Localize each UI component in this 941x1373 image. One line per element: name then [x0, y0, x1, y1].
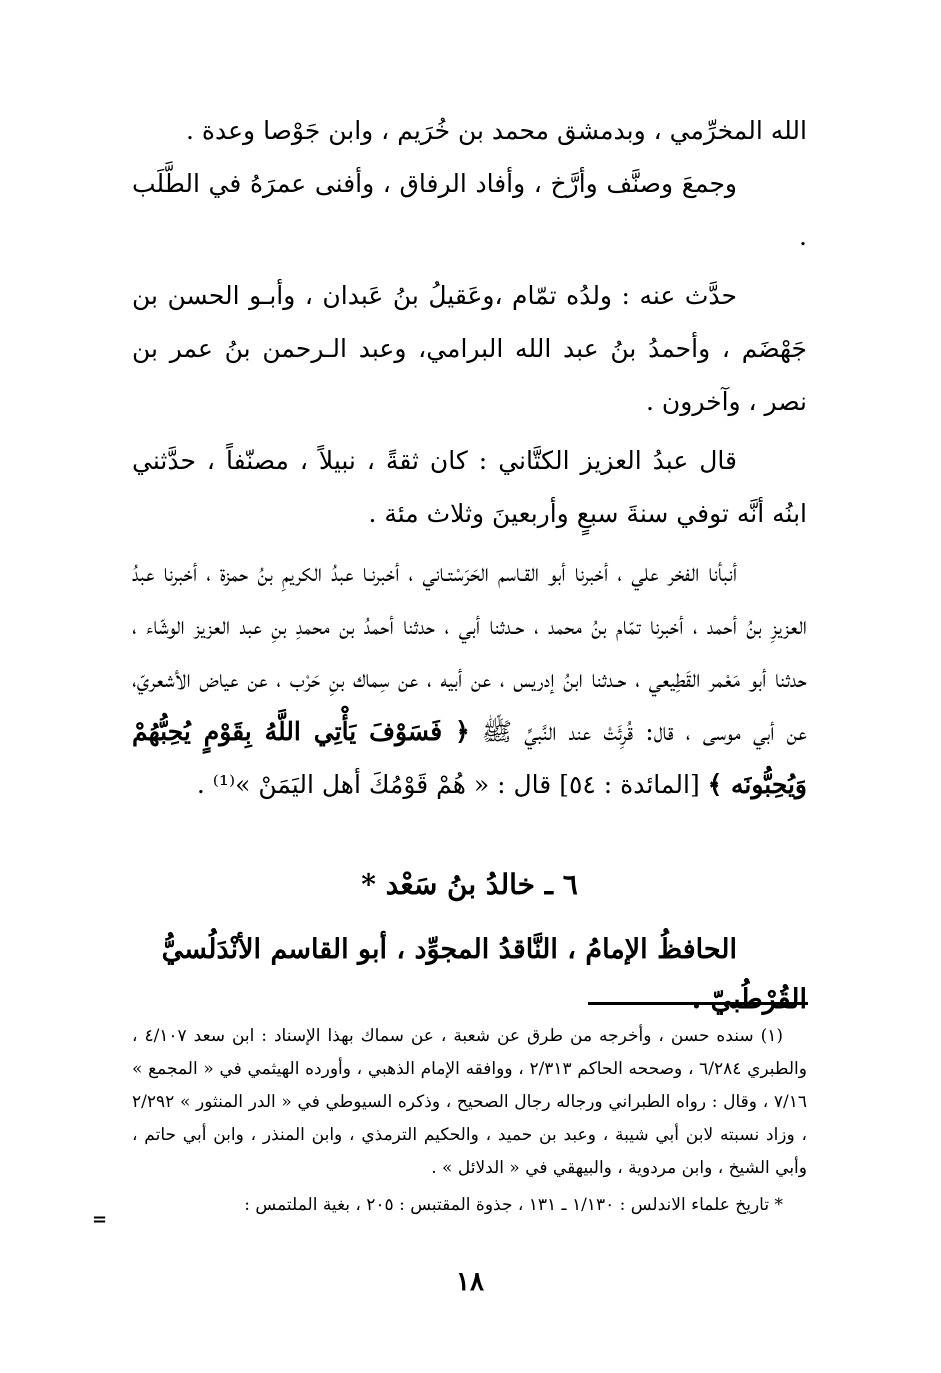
main-text: [132, 104, 807, 811]
footnote-sources: * تاريخ علماء الاندلس : ١/١٣٠ ـ ١٣١ ، جذوة المقتبس : ٢٠٥ ، بغية الملتمس :: [244, 1195, 783, 1215]
continuation-mark: =: [92, 1209, 108, 1230]
paragraph-works: وجمعَ وصنَّف وأرَّخ ، وأفاد الرفاق ، وأفنى عمرَهُ في الطَّلَب .: [132, 169, 807, 251]
quran-verse: ﴿ فَسَوْفَ يَأْتِي اللَّهُ بِقَوْمٍ يُحِبُّهُمْ وَيُحِبُّونَه ﴾: [132, 717, 807, 799]
footnote-1: (١) سنده حسن ، وأخرجه من طرق عن شعبة ، عن سماك بهذا الإسناد : ابن سعد ٤/١٠٧ ، والطبري ٦/٢٨٤ ، وصححه الحاكم ٢/٣١٣ ، ووافقه الإمام الذهبي ، وأورده الهيثمي في « المجمع » ٧/١٦ ، وقال : رواه الطبراني ورجاله رجال الصحيح ، وذكره السيوطي في « الدر المنثور » ٢/٢٩٢ ، وزاد نسبته لابن أبي شيبة ، وعبد بن حميد ، والحكيم الترمذي ، وابن المنذر ، وابن أبي حاتم ، وأبي الشيخ ، وابن مردوية ، والبيهقي في « الدلائل » .: [132, 1026, 807, 1178]
hadith-reference: [المائدة : ٥٤] قال : « هُمْ قَوْمُكَ أهل اليَمَنْ »⁽¹⁾ .: [196, 770, 708, 799]
page-number: ١٨: [456, 1267, 484, 1297]
paragraph-death: قال عبدُ العزيز الكتَّاني : كان ثقةً ، نبيلاً ، مصنّفاً ، حدَّثني ابنُه أنَّه توفي سنةَ سبعٍ وأربعينَ وثلاث مئة .: [132, 446, 807, 528]
footnote-divider: [588, 1002, 808, 1005]
entry-heading: ٦ ـ خالدُ بنُ سَعْد *: [361, 868, 578, 901]
footnotes: [132, 1020, 807, 1222]
hadith-chain: أنبأنا الفخر علي ، أخبرنا أبو القـاسم الحَرَسْتـاني ، أخبرنـا عبدُ الكريمِ بنُ حمزة ، أخبرنا عبدُ العزيزِ بنُ أحمد ، أخبرنا تمّام بنُ محمد ، حـدثنا أبي ، حدثنا أحمدُ بن محمدِ بنِ عبد العزيز الوشّاء ، حدثنا أبو مَعْمر القَطِيعي ، حـدثنا ابنُ إدريس ، عن أبيه ، عن سِماك بنِ حَرْب ، عن عياض الأشعريّ، عن أبي موسى ، قال: قُرِئَتْ عند النَّبيِّ ﷺ: [132, 558, 807, 746]
paragraph-teachers-end: الله المخرِّمي ، وبدمشق محمد بن خُرَيم ، وابن جَوْصا وعدة .: [186, 116, 807, 145]
paragraph-hadith: [132, 546, 807, 811]
entry-subheading: الحافظُ الإمامُ ، النَّاقدُ المجوِّد ، أبو القاسم الأنْدَلُسيُّ القُرْطُبيّ .: [161, 934, 807, 1015]
paragraph-students: حدَّث عنه : ولدُه تمّام ،وعَقيلُ بنُ عَبدان ، وأبـو الحسن بن جَهْضَم ، وأحمدُ بنُ عبد الله البرامي، وعبد الـرحمن بنُ عمر بن نصر ، وآخرون .: [132, 281, 807, 416]
